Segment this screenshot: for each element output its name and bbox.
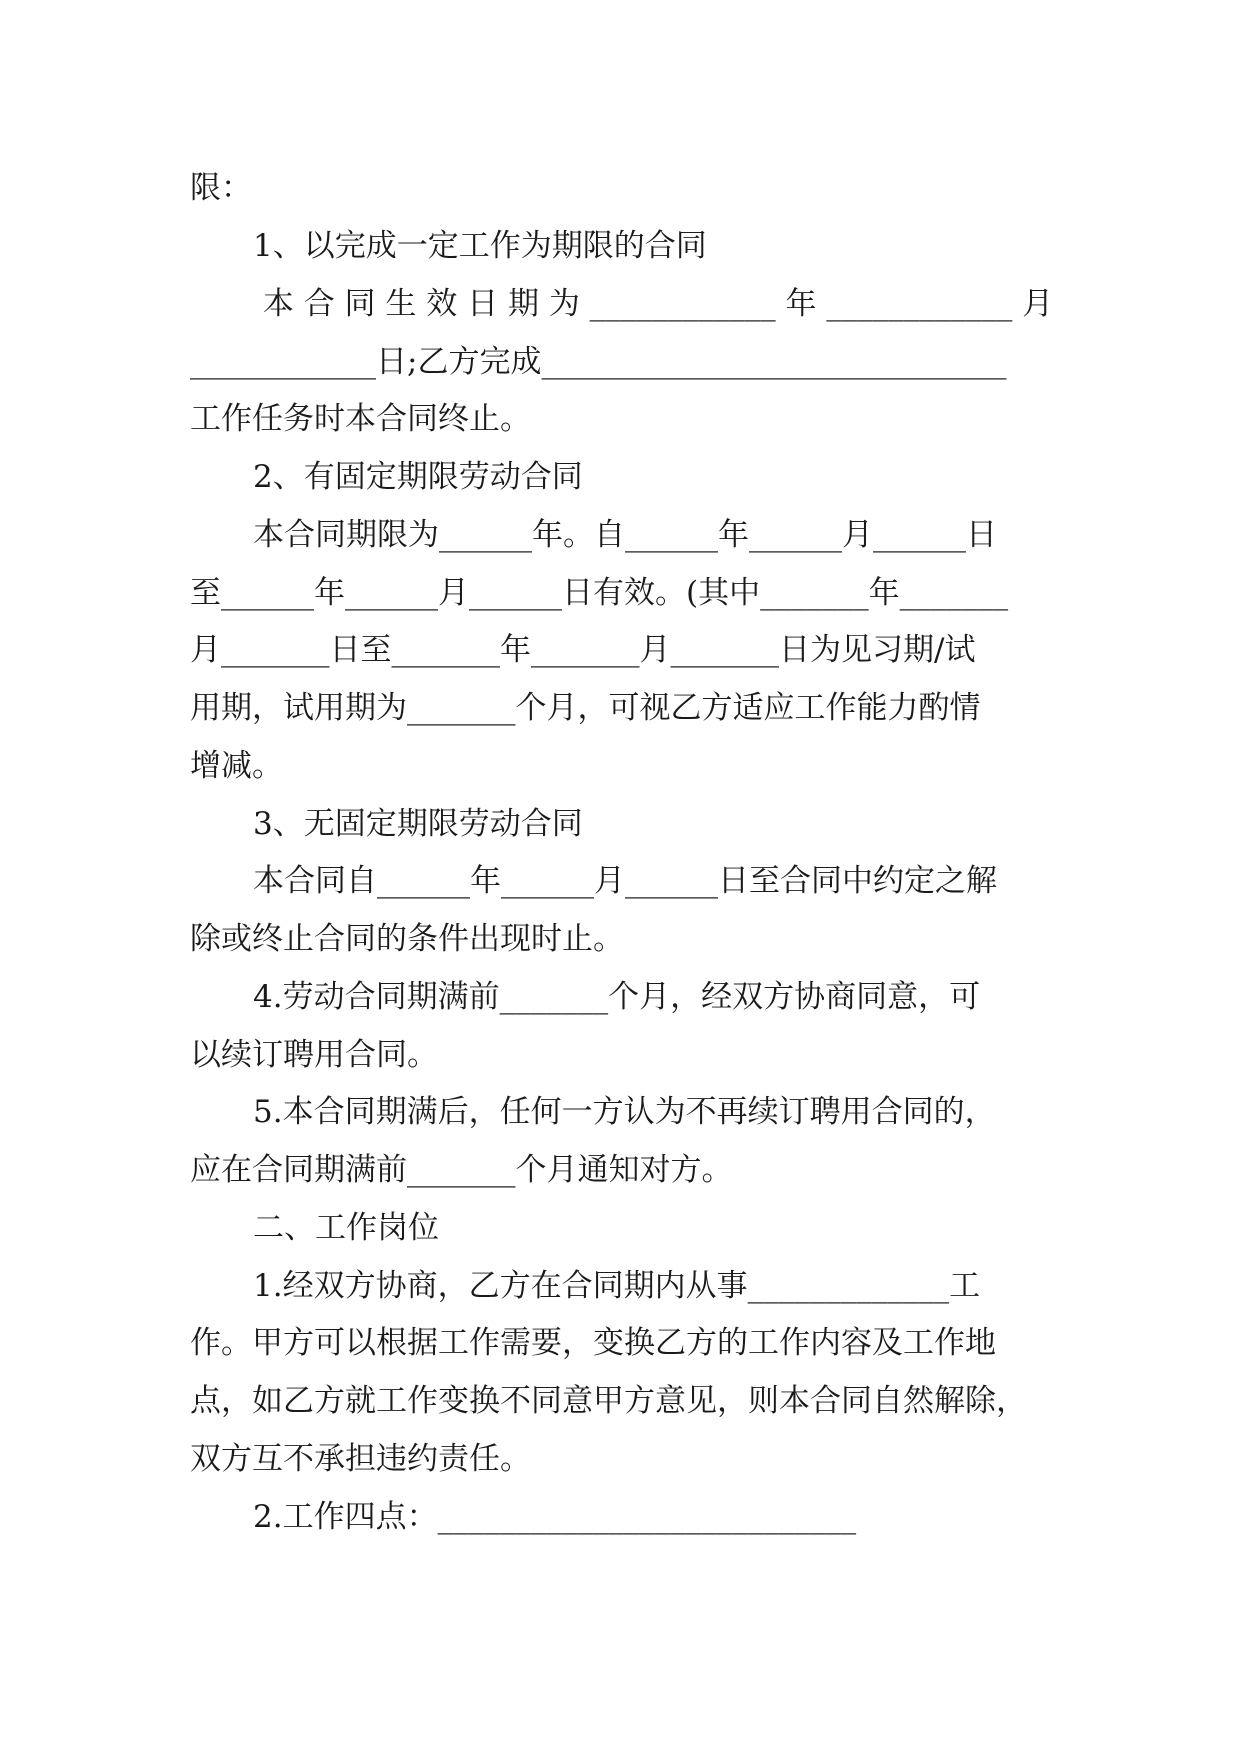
text-line: 5.本合同期满后，任何一方认为不再续订聘用合同的， bbox=[253, 1094, 996, 1130]
text-line: 用期，试用期为_______个月，可视乙方适应工作能力酌情 bbox=[190, 690, 981, 726]
text-line: ____________日;乙方完成______________________________ bbox=[190, 344, 1007, 380]
text-line: 本合同自______年______月______日至合同中约定之解 bbox=[253, 863, 997, 899]
text-line: 本 合 同 生 效 日 期 为 ____________ 年 ____________ 月 bbox=[253, 286, 1054, 322]
text-line: 4.劳动合同期满前_______个月，经双方协商同意，可 bbox=[253, 979, 981, 1015]
text-line: 以续订聘用合同。 bbox=[190, 1037, 438, 1073]
text-line: 工作任务时本合同终止。 bbox=[190, 401, 531, 437]
section-heading: 3、无固定期限劳动合同 bbox=[253, 806, 583, 842]
text-line: 2.工作四点：___________________________ bbox=[253, 1499, 857, 1535]
text-line: 1.经双方协商，乙方在合同期内从事_____________工 bbox=[253, 1268, 981, 1304]
section-heading: 2、有固定期限劳动合同 bbox=[253, 459, 583, 495]
text-line: 月_______日至_______年_______月_______日为见习期/试 bbox=[190, 632, 976, 668]
text-line: 至______年______月______日有效。(其中_______年_______ bbox=[190, 575, 1009, 611]
text-line: 限： bbox=[190, 170, 252, 206]
text-line: 双方互不承担违约责任。 bbox=[190, 1441, 531, 1477]
section-heading: 二、工作岗位 bbox=[253, 1210, 439, 1246]
text-line: 应在合同期满前_______个月通知对方。 bbox=[190, 1152, 733, 1188]
text-line: 作。甲方可以根据工作需要，变换乙方的工作内容及工作地 bbox=[190, 1325, 996, 1361]
text-line: 增减。 bbox=[190, 748, 283, 784]
text-line: 本合同期限为______年。自______年______月______日 bbox=[253, 517, 997, 553]
text-line: 除或终止合同的条件出现时止。 bbox=[190, 921, 624, 957]
section-heading: 1、以完成一定工作为期限的合同 bbox=[253, 228, 707, 264]
text-line: 点，如乙方就工作变换不同意甲方意见，则本合同自然解除， bbox=[190, 1383, 1027, 1419]
